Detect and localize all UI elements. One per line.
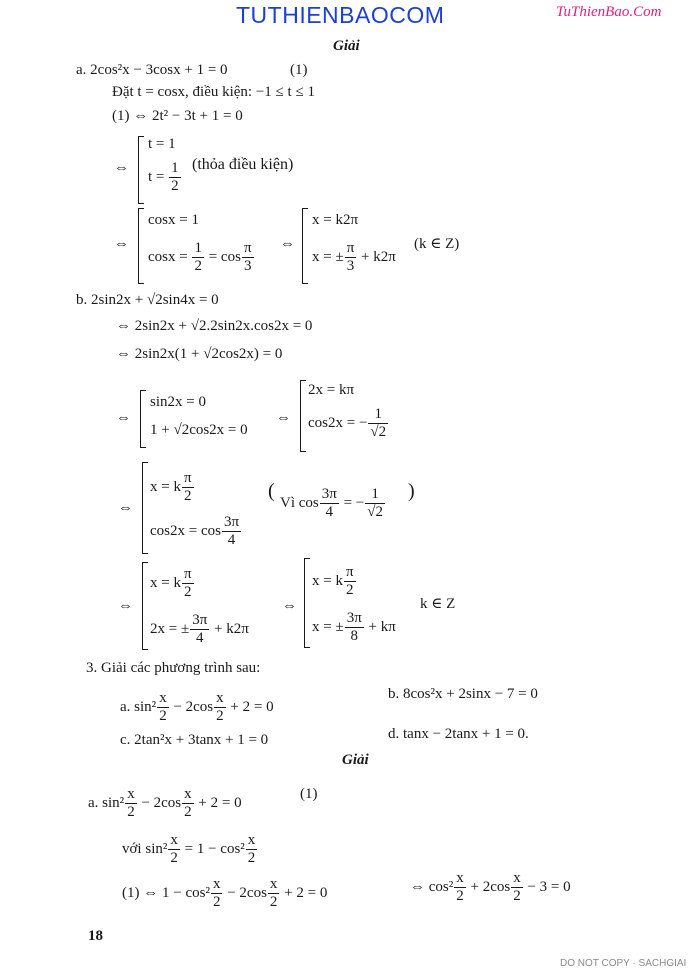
paren-open: (: [268, 480, 275, 502]
equation-a: a. 2cos²x − 3cosx + 1 = 0: [76, 62, 228, 78]
exercise-c: c. 2tan²x + 3tanx + 1 = 0: [120, 732, 269, 748]
solution-b-1: 2x = kπ: [308, 382, 355, 398]
system-brace: [304, 558, 310, 648]
system-brace: [142, 462, 148, 554]
solution-a-1: x = k2π: [312, 212, 359, 228]
identity-line: với sin² $\frac{x}{2}$ = 1 − cos² $\frac{x}{2}$: [122, 832, 256, 867]
solution-heading: Giải: [333, 38, 360, 54]
system-brace: [142, 562, 148, 650]
sin-eq-0: sin2x = 0: [150, 394, 206, 410]
solution-a-2: x = ± $\frac{\pi}{3}$ + k2π: [312, 240, 396, 275]
equiv-symbol: ⇔: [114, 236, 129, 252]
cos-eq-2: cosx = $\frac{1}{2}$ = cos $\frac{\pi}{3}$: [148, 240, 252, 275]
integer-condition: (k ∈ Z): [414, 236, 460, 252]
solution-b-3: x = k $\frac{\pi}{2}$: [150, 470, 192, 505]
site-logo: TuThienBao.Com: [556, 4, 662, 20]
system-brace: [138, 208, 144, 284]
equiv-symbol: ⇔: [116, 410, 131, 426]
root-t1: t = 1: [148, 136, 176, 152]
equiv-symbol: ⇔: [282, 598, 297, 614]
solution-b-6: 2x = ± $\frac{3\pi}{4}$ + k2π: [150, 612, 249, 647]
equation-number: (1): [300, 786, 318, 802]
exercise-d: d. tanx − 2tanx + 1 = 0.: [388, 726, 529, 742]
root-t2: t = $\frac{1}{2}$: [148, 160, 179, 195]
system-brace: [300, 380, 306, 452]
condition-note: (thỏa điều kiện): [192, 156, 294, 173]
equation-b-step2: ⇔ 2sin2x(1 + √2cos2x) = 0: [116, 346, 283, 362]
paren-close: ): [408, 480, 415, 502]
solution-b-8: x = ± $\frac{3\pi}{8}$ + kπ: [312, 610, 396, 645]
equiv-symbol: ⇔: [276, 410, 291, 426]
system-brace: [302, 208, 308, 284]
integer-condition: k ∈ Z: [420, 596, 456, 612]
solution-b-7: x = k $\frac{\pi}{2}$: [312, 564, 354, 599]
substituted-line: (1) ⇔ 1 − cos² $\frac{x}{2}$ − 2cos $\frac{x}{2}$ + 2 = 0: [122, 876, 328, 911]
equiv-symbol: ⇔: [114, 160, 129, 176]
site-title: TUTHIENBAOCOM: [236, 2, 445, 28]
page-number: 18: [88, 928, 103, 944]
solution-b-2: cos2x = − $\frac{1}{√2}$: [308, 406, 387, 441]
quadratic-line: (1) ⇔ 2t² − 3t + 1 = 0: [112, 108, 243, 124]
cos-eq-1: cosx = 1: [148, 212, 199, 228]
solution-heading: Giải: [342, 752, 369, 768]
final-equation: ⇔ cos² $\frac{x}{2}$ + 2cos $\frac{x}{2}$ − 3 = 0: [410, 870, 571, 905]
solution-b-5: x = k $\frac{\pi}{2}$: [150, 566, 192, 601]
cos-eq-b: 1 + √2cos2x = 0: [150, 422, 248, 438]
equation-a-number: (1): [290, 62, 308, 78]
equiv-symbol: ⇔: [118, 598, 133, 614]
because-note: Vì cos $\frac{3\pi}{4}$ = − $\frac{1}{√2}$: [280, 486, 383, 521]
equation-b-step1: ⇔ 2sin2x + √2.2sin2x.cos2x = 0: [116, 318, 313, 334]
exercise-a: a. sin² $\frac{x}{2}$ − 2cos $\frac{x}{2}$ + 2 = 0: [120, 690, 274, 725]
equiv-symbol: ⇔: [118, 500, 133, 516]
exercise-title: 3. Giải các phương trình sau:: [86, 660, 261, 676]
substitution-line: Đặt t = cosx, điều kiện: −1 ≤ t ≤ 1: [112, 84, 315, 100]
exercise-b: b. 8cos²x + 2sinx − 7 = 0: [388, 686, 538, 702]
equation-b: b. 2sin2x + √2sin4x = 0: [76, 292, 219, 308]
solution-b-4: cos2x = cos $\frac{3\pi}{4}$: [150, 514, 240, 549]
system-brace: [140, 390, 146, 448]
watermark: DO NOT COPY · SACHGIAI: [560, 958, 687, 969]
equiv-symbol: ⇔: [280, 236, 295, 252]
solution-a-eq: a. sin² $\frac{x}{2}$ − 2cos $\frac{x}{2}$ + 2 = 0: [88, 786, 242, 821]
system-brace: [138, 136, 144, 204]
